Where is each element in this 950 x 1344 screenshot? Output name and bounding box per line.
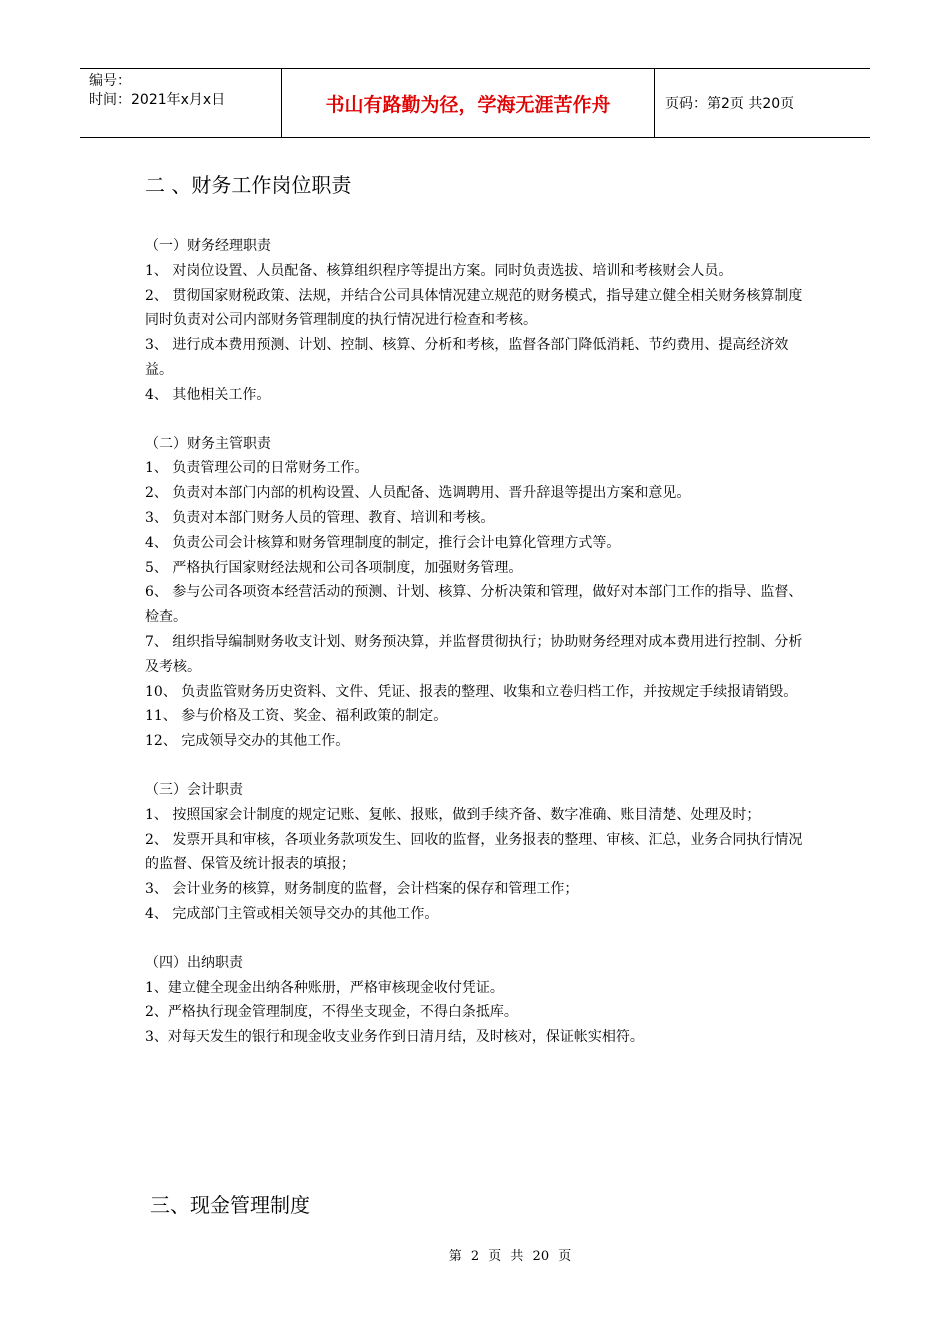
- list-item: 4、 负责公司会计核算和财务管理制度的制定，推行会计电算化管理方式等。: [145, 534, 621, 551]
- doc-time-label: 时间：2021年x月x日: [89, 92, 226, 108]
- page-number-footer: 第 2 页 共 20 页: [448, 1249, 572, 1264]
- list-item: 4、 其他相关工作。: [145, 386, 271, 403]
- list-item: 7、 组织指导编制财务收支计划、财务预决算，并监督贯彻执行；协助财务经理对成本费用进行控制、分析及考核。: [145, 633, 803, 675]
- list-item: 12、 完成领导交办的其他工作。: [145, 733, 350, 750]
- list-item: 11、 参与价格及工资、奖金、福利政策的制定。: [145, 708, 448, 725]
- subsection-title: （二）财务主管职责: [145, 435, 271, 452]
- header-motto: 书山有路勤为径，学海无涯苦作舟: [282, 69, 655, 137]
- header-page-info: 页码：第2页 共20页: [665, 96, 795, 112]
- list-item: 2、 发票开具和审核，各项业务款项发生、回收的监督，业务报表的整理、审核、汇总，业务合同执行情况的监督、保管及统计报表的填报；: [145, 831, 803, 873]
- header-meta: [80, 69, 282, 137]
- list-item: 2、 负责对本部门内部的机构设置、人员配备、选调聘用、晋升辞退等提出方案和意见。: [145, 485, 691, 502]
- document-body: [145, 168, 815, 1050]
- subsection-finance-supervisor: [145, 432, 815, 754]
- spacer: [145, 408, 815, 432]
- list-item: 3、 负责对本部门财务人员的管理、教育、培训和考核。: [145, 509, 495, 526]
- spacer: [145, 927, 815, 951]
- subsection-title: （一）财务经理职责: [145, 238, 271, 254]
- list-item: 1、 按照国家会计制度的规定记账、复帐、报账，做到手续齐备、数字准确、账目清楚、处理及时；: [145, 806, 761, 823]
- list-item: 3、 会计业务的核算，财务制度的监督，会计档案的保存和管理工作；: [145, 881, 579, 898]
- page-header: [80, 68, 870, 138]
- section-title-2: 二 、财务工作岗位职责: [145, 173, 352, 197]
- section-title-3: 三、现金管理制度: [150, 1193, 310, 1217]
- list-item: 1、 对岗位设置、人员配备、核算组织程序等提出方案。同时负责选拔、培训和考核财会人员。: [145, 262, 733, 279]
- doc-number-label: 编号：: [89, 73, 131, 89]
- list-item: 3、对每天发生的银行和现金收支业务作到日清月结，及时核对，保证帐实相符。: [145, 1029, 644, 1046]
- subsection-title: （四）出纳职责: [145, 954, 243, 971]
- list-item: 10、 负责监管财务历史资料、文件、凭证、报表的整理、收集和立卷归档工作，并按规定手续报请销毁。: [145, 683, 798, 700]
- subsection-title: （三）会计职责: [145, 781, 243, 798]
- subsection-accountant: [145, 778, 815, 927]
- subsection-cashier: [145, 951, 815, 1050]
- subsection-finance-manager: [145, 234, 815, 408]
- list-item: 5、 严格执行国家财经法规和公司各项制度，加强财务管理。: [145, 559, 523, 576]
- list-item: 3、 进行成本费用预测、计划、控制、核算、分析和考核，监督各部门降低消耗、节约费用、提高经济效益。: [145, 337, 789, 378]
- list-item: 2、 贯彻国家财税政策、法规，并结合公司具体情况建立规范的财务模式，指导建立健全相关财务核算制度同时负责对公司内部财务管理制度的执行情况进行检查和考核。: [145, 287, 803, 329]
- list-item: 1、 负责管理公司的日常财务工作。: [145, 460, 369, 477]
- list-item: 2、严格执行现金管理制度，不得坐支现金，不得白条抵库。: [145, 1004, 518, 1021]
- list-item: 1、建立健全现金出纳各种账册，严格审核现金收付凭证。: [145, 979, 504, 996]
- list-item: 6、 参与公司各项资本经营活动的预测、计划、核算、分析决策和管理，做好对本部门工作的指导、监督、检查。: [145, 584, 803, 626]
- spacer: [145, 754, 815, 778]
- list-item: 4、 完成部门主管或相关领导交办的其他工作。: [145, 905, 439, 922]
